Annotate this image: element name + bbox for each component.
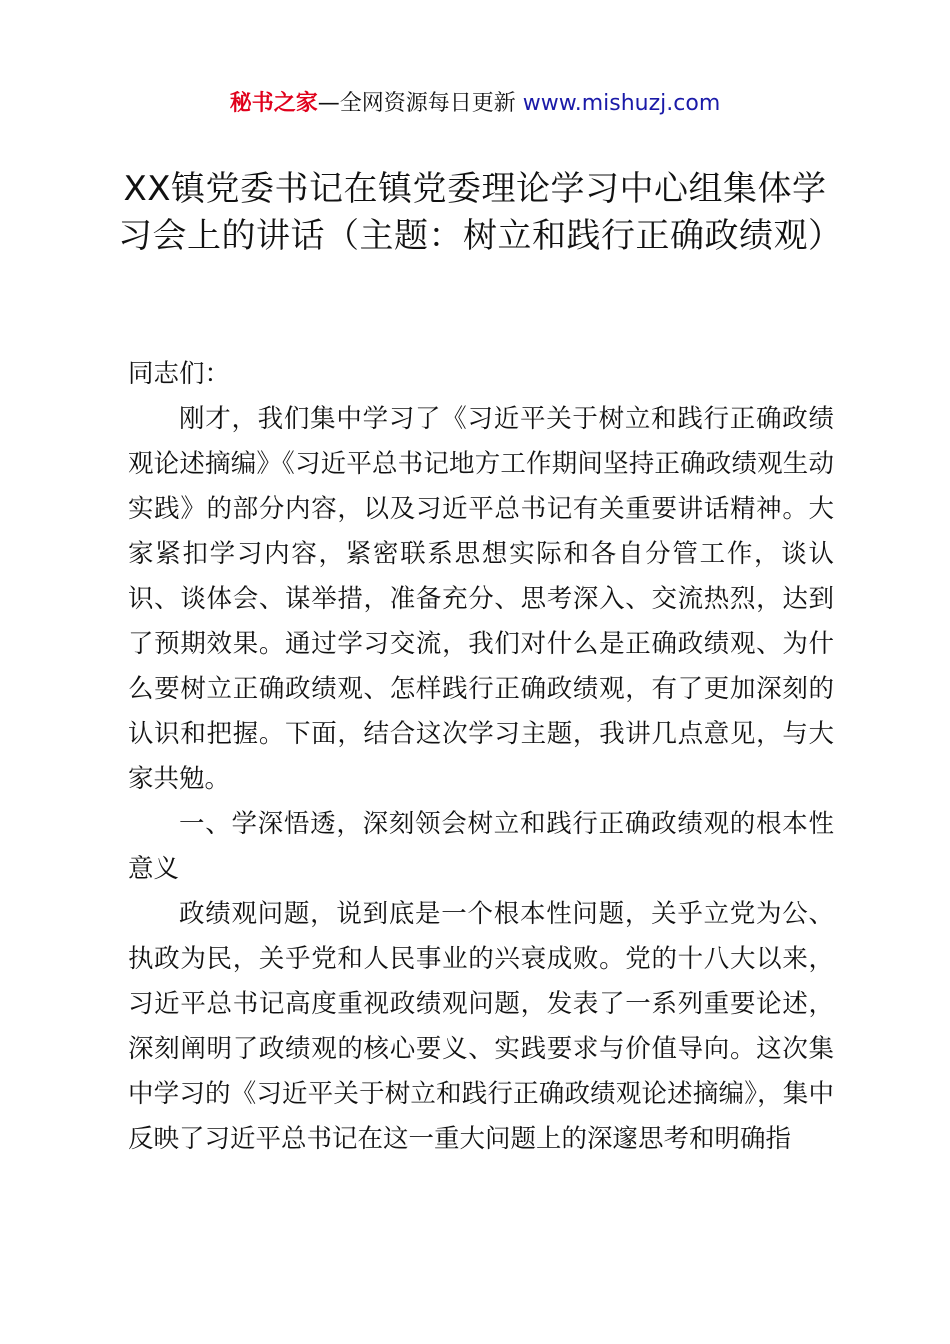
site-header <box>0 88 950 120</box>
site-url[interactable]: www.mishuzj.com <box>522 91 721 116</box>
document-body <box>128 352 834 1162</box>
site-brand: 秘书之家 <box>229 91 318 116</box>
paragraph-section-1: 政绩观问题，说到底是一个根本性问题，关乎立党为公、执政为民，关乎党和人民事业的兴衰成败。党的十八大以来，习近平总书记高度重视政绩观问题，发表了一系列重要论述，深刻阐明了政绩观的核心要义、实践要求与价值导向。这次集中学习的《习近平关于树立和践行正确政绩观论述摘编》，集中反映了习近平总书记在这一重大问题上的深邃思考和明确指 <box>128 899 834 1154</box>
paragraph-intro: 刚才，我们集中学习了《习近平关于树立和践行正确政绩观论述摘编》《习近平总书记地方工作期间坚持正确政绩观生动实践》的部分内容，以及习近平总书记有关重要讲话精神。大家紧扣学习内容，紧密联系思想实际和各自分管工作，谈认识、谈体会、谋举措，准备充分、思考深入、交流热烈，达到了预期效果。通过学习交流，我们对什么是正确政绩观、为什么要树立正确政绩观、怎样践行正确政绩观，有了更加深刻的认识和把握。下面，结合这次学习主题，我讲几点意见，与大家共勉。 <box>128 404 834 794</box>
site-slogan: —全网资源每日更新 <box>317 91 523 116</box>
document-title: XX镇党委书记在镇党委理论学习中心组集体学习会上的讲话（主题：树立和践行正确政绩观） <box>118 169 843 256</box>
section-heading-1: 一、学深悟透，深刻领会树立和践行正确政绩观的根本性意义 <box>128 809 834 884</box>
salutation: 同志们： <box>128 359 231 389</box>
